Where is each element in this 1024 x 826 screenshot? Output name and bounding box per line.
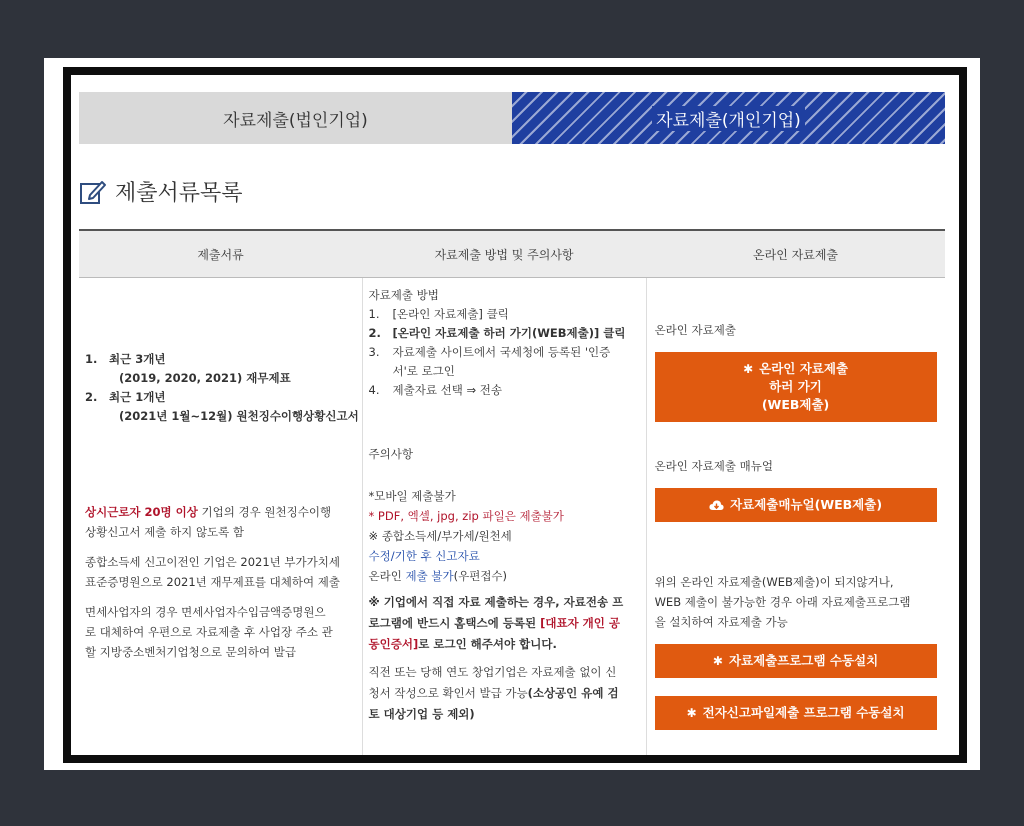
step-4: 4. 제출자료 선택 ⇒ 전송 <box>368 383 503 397</box>
note-startup: 직전 또는 당해 연도 창업기업은 자료제출 없이 신 청서 작성으로 확인서 발급 가능(소상공인 유예 검 토 대상기업 등 제외) <box>368 665 619 721</box>
document-item-1: 1. 최근 3개년 (2019, 2020, 2021) 재무제표 <box>85 352 291 385</box>
documents-table <box>79 229 945 755</box>
manual-label: 온라인 자료제출 매뉴얼 <box>654 459 773 473</box>
section-header <box>79 176 243 207</box>
tab-individual-label: 자료제출(개인기업) <box>652 106 805 131</box>
cloud-download-icon <box>709 499 724 511</box>
tab-individual[interactable] <box>512 92 945 144</box>
step-3: 3. 자료제출 사이트에서 국세청에 등록된 '인증 서'로 로그인 <box>368 345 611 378</box>
efile-install-button[interactable]: ✱ 전자신고파일제출 프로그램 수동설치 <box>655 696 937 730</box>
note-income-tax: 종합소득세 신고이전인 기업은 2021년 부가가치세 표준증명원으로 2021년 재무제표를 대체하여 제출 <box>85 555 340 589</box>
document-item-2: 2. 최근 1개년 (2021년 1월~12월) 원천징수이행상황신고서 <box>85 390 359 423</box>
tab-corporate[interactable]: 자료제출(법인기업) <box>79 92 512 144</box>
method-steps <box>369 286 641 400</box>
program-install-button[interactable]: ✱ 자료제출프로그램 수동설치 <box>655 644 937 678</box>
submission-tabs <box>79 92 945 144</box>
caution-list: *모바일 제출불가 * PDF, 엑셀, jpg, zip 파일은 제출불가 ※ 종합소득세/부가세/원천세 수정/기한 후 신고자료 온라인 제출 불가(우편접수) <box>368 489 564 583</box>
note-tax-exempt: 면세사업자의 경우 면세사업자수입금액증명원으 로 대체하여 우편으로 자료제출 후 사업장 주소 관 할 지방중소벤처기업청으로 문의하여 발급 <box>85 605 333 659</box>
edit-icon <box>79 178 107 206</box>
page-title: 제출서류목록 <box>115 181 243 206</box>
warning-certificate: ※ 기업에서 직접 자료 제출하는 경우, 자료전송 프 로그램에 반드시 홈택스에 등록된 [대표자 개인 공 동인증서]로 로그인 해주셔야 합니다. <box>368 595 624 651</box>
caution-title: 주의사항 <box>368 447 413 461</box>
content-panel <box>71 75 959 755</box>
online-submit-label: 온라인 자료제출 <box>654 323 736 337</box>
header-online: 온라인 자료제출 <box>646 230 945 278</box>
manual-button[interactable]: 자료제출매뉴얼(WEB제출) <box>655 488 937 522</box>
step-1: 1. [온라인 자료제출] 클릭 <box>368 307 509 321</box>
method-title: 자료제출 방법 <box>368 288 439 302</box>
note-workers: 상시근로자 20명 이상 기업의 경우 원천징수이행 상황신고서 제출 하지 않도록 함 <box>85 505 332 539</box>
method-cell <box>362 278 646 756</box>
header-documents: 제출서류 <box>79 230 362 278</box>
documents-cell <box>79 278 362 756</box>
gear-icon: ✱ <box>712 654 723 668</box>
online-cell <box>646 278 945 756</box>
program-info: 위의 온라인 자료제출(WEB제출)이 되지않거나, WEB 제출이 불가능한 경우 아래 자료제출프로그램 을 설치하여 자료제출 가능 <box>654 575 911 629</box>
gear-icon: ✱ <box>686 706 697 720</box>
header-method: 자료제출 방법 및 주의사항 <box>362 230 646 278</box>
gear-icon: ✱ <box>743 362 754 376</box>
step-2: 2. [온라인 자료제출 하러 가기(WEB제출)] 클릭 <box>368 326 626 340</box>
web-submit-button[interactable]: ✱ 온라인 자료제출 하러 가기 (WEB제출) <box>655 352 937 422</box>
